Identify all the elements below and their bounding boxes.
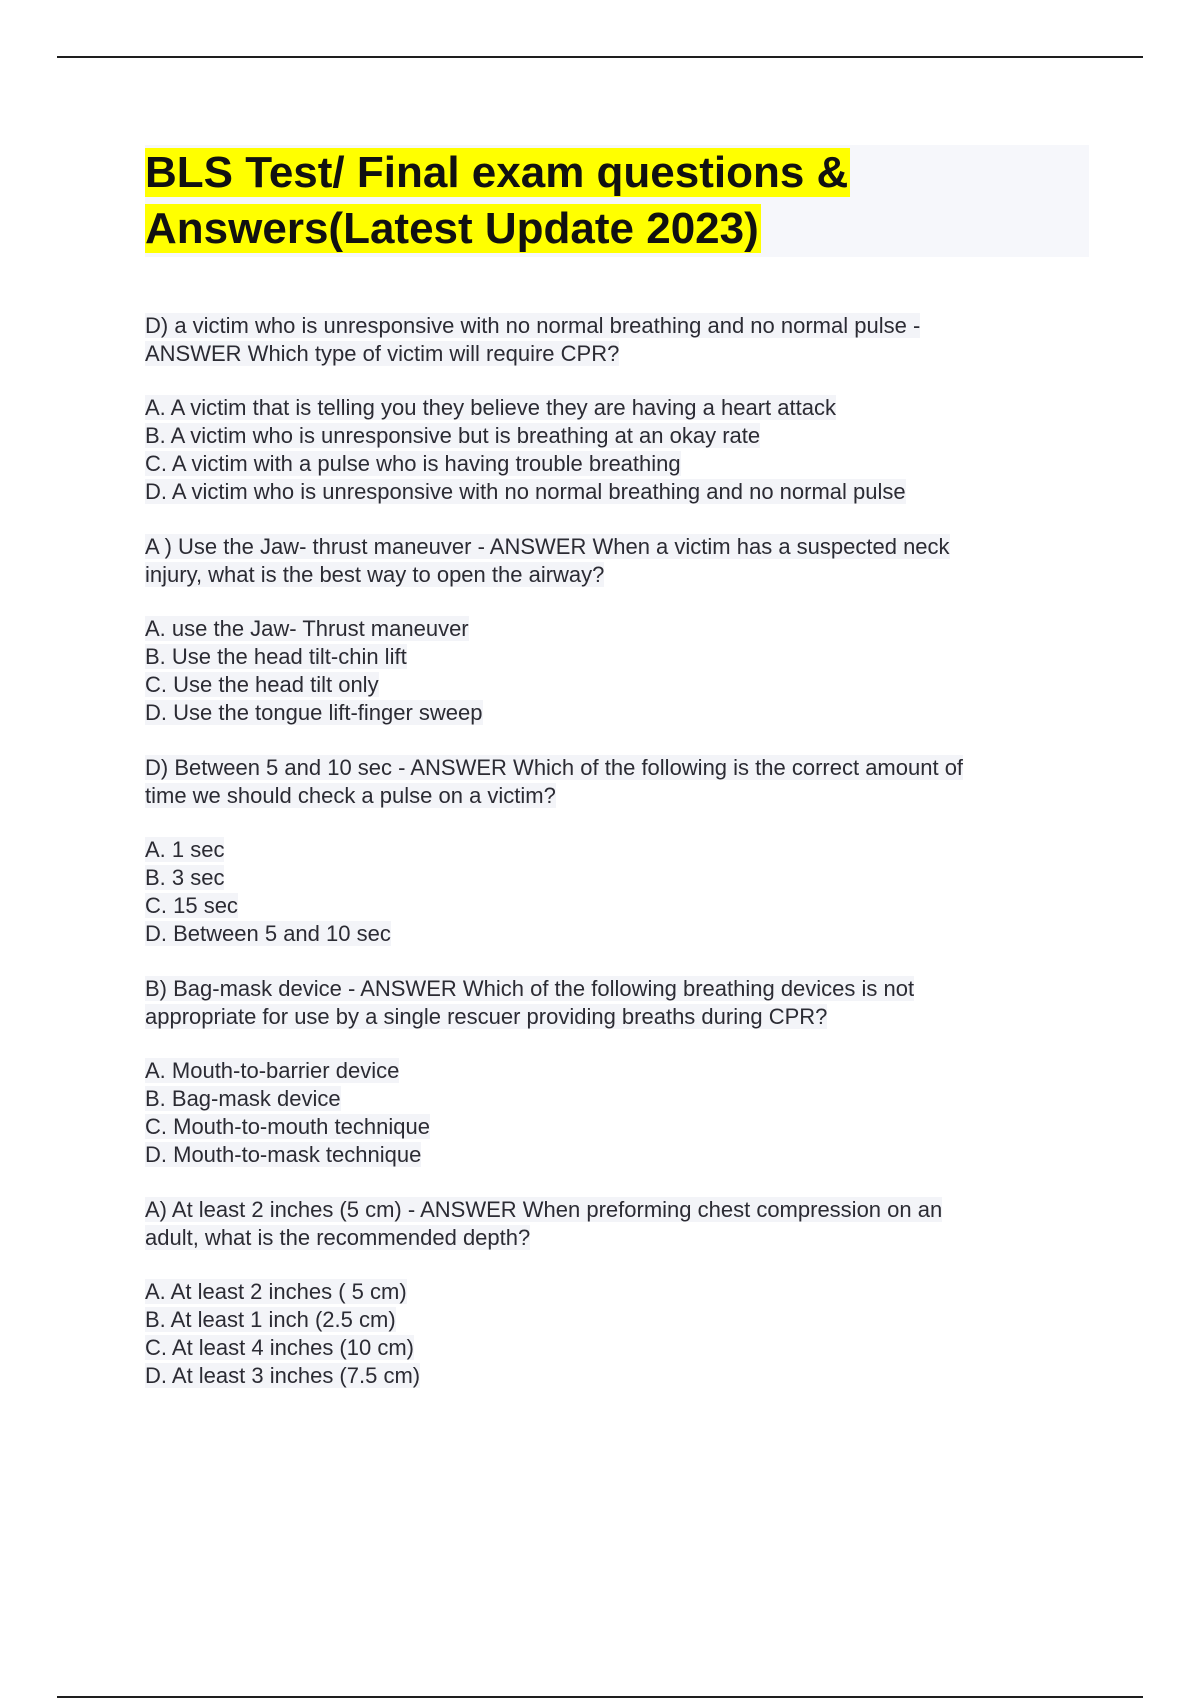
- bottom-divider: [57, 1696, 1143, 1698]
- question-line: ANSWER Which type of victim will require CPR?: [145, 341, 620, 366]
- option-d: D. Between 5 and 10 sec: [145, 921, 391, 946]
- qa-item-5: [145, 1196, 1065, 1390]
- answer-text: [145, 754, 1065, 810]
- question-line: time we should check a pulse on a victim?: [145, 783, 556, 808]
- options-list: [145, 394, 1065, 506]
- answer-line: D) a victim who is unresponsive with no normal breathing and no normal pulse -: [145, 313, 921, 338]
- option-c: C. Use the head tilt only: [145, 672, 379, 697]
- options-list: [145, 1057, 1065, 1169]
- options-list: [145, 1278, 1065, 1390]
- option-b: B. Use the head tilt-chin lift: [145, 644, 407, 669]
- page-title-line-1: BLS Test/ Final exam questions &: [145, 148, 849, 197]
- answer-text: [145, 312, 1065, 368]
- option-c: C. 15 sec: [145, 893, 238, 918]
- answer-line: A) At least 2 inches (5 cm) - ANSWER When preforming chest compression on an: [145, 1197, 943, 1222]
- qa-item-4: [145, 975, 1065, 1169]
- option-a: A. 1 sec: [145, 837, 225, 862]
- answer-text: [145, 1196, 1065, 1252]
- qa-item-3: [145, 754, 1065, 948]
- title-block: [145, 145, 1089, 257]
- option-d: D. At least 3 inches (7.5 cm): [145, 1363, 421, 1388]
- answer-line: D) Between 5 and 10 sec - ANSWER Which of the following is the correct amount of: [145, 755, 964, 780]
- page-title-line-2: Answers(Latest Update 2023): [145, 204, 759, 253]
- answer-text: [145, 975, 1065, 1031]
- answer-line: A ) Use the Jaw- thrust maneuver - ANSWER When a victim has a suspected neck: [145, 534, 950, 559]
- option-b: B. 3 sec: [145, 865, 225, 890]
- option-d: D. A victim who is unresponsive with no normal breathing and no normal pulse: [145, 479, 906, 504]
- qa-item-2: [145, 533, 1065, 727]
- question-line: injury, what is the best way to open the airway?: [145, 562, 605, 587]
- option-a: A. A victim that is telling you they believe they are having a heart attack: [145, 395, 836, 420]
- qa-content: [145, 312, 1065, 1417]
- option-c: C. At least 4 inches (10 cm): [145, 1335, 414, 1360]
- options-list: [145, 836, 1065, 948]
- option-b: B. At least 1 inch (2.5 cm): [145, 1307, 396, 1332]
- option-d: D. Use the tongue lift-finger sweep: [145, 700, 483, 725]
- option-c: C. A victim with a pulse who is having trouble breathing: [145, 451, 681, 476]
- page-title: [145, 145, 1089, 257]
- option-b: B. A victim who is unresponsive but is breathing at an okay rate: [145, 423, 761, 448]
- option-c: C. Mouth-to-mouth technique: [145, 1114, 430, 1139]
- option-b: B. Bag-mask device: [145, 1086, 341, 1111]
- question-line: adult, what is the recommended depth?: [145, 1225, 531, 1250]
- options-list: [145, 615, 1065, 727]
- option-d: D. Mouth-to-mask technique: [145, 1142, 422, 1167]
- option-a: A. use the Jaw- Thrust maneuver: [145, 616, 469, 641]
- top-divider: [57, 56, 1143, 58]
- option-a: A. At least 2 inches ( 5 cm): [145, 1279, 407, 1304]
- question-line: appropriate for use by a single rescuer providing breaths during CPR?: [145, 1004, 828, 1029]
- answer-text: [145, 533, 1065, 589]
- qa-item-1: [145, 312, 1065, 506]
- answer-line: B) Bag-mask device - ANSWER Which of the following breathing devices is not: [145, 976, 915, 1001]
- option-a: A. Mouth-to-barrier device: [145, 1058, 400, 1083]
